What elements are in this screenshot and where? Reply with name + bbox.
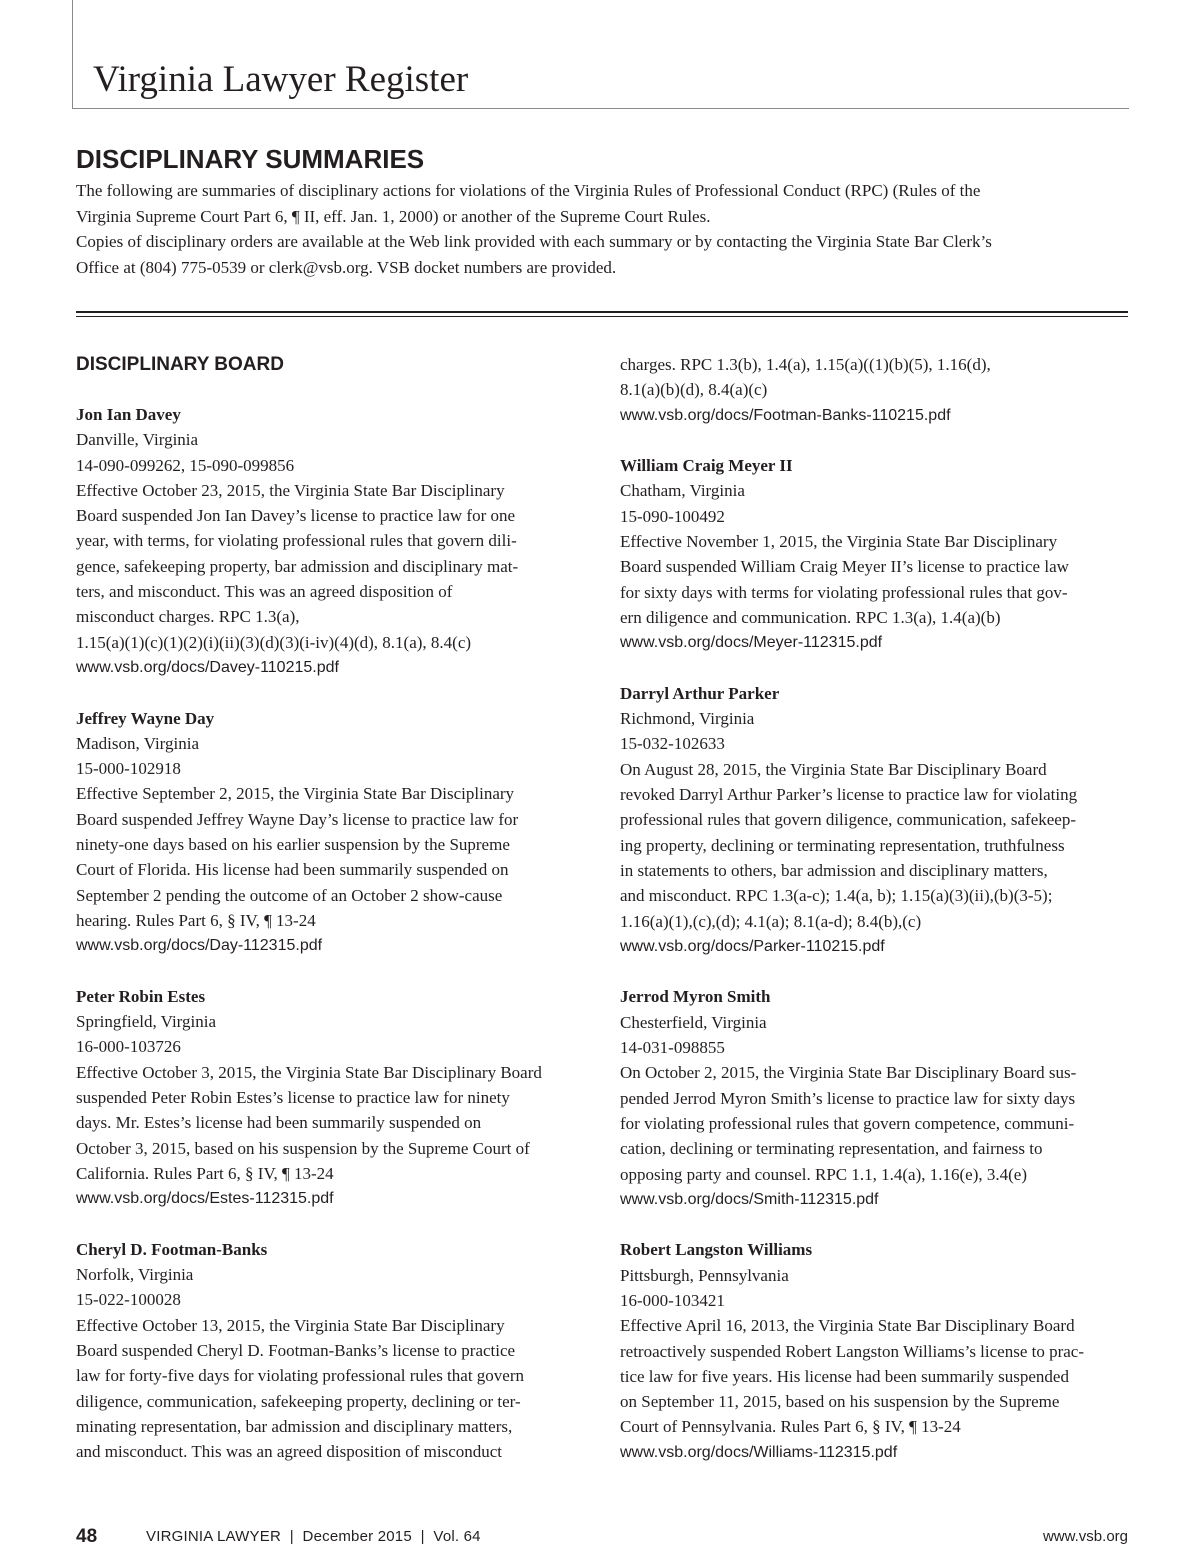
entry-text-line: misconduct charges. RPC 1.3(a),: [76, 607, 300, 627]
order-link[interactable]: www.vsb.org/docs/Meyer-112315.pdf: [620, 634, 883, 652]
entry-text-line: law for forty-five days for violating professional rules that govern: [76, 1366, 525, 1386]
entry-text-line: Court of Pennsylvania. Rules Part 6, § IV, ¶ 13-24: [620, 1417, 961, 1437]
entry-text-line: gence, safekeeping property, bar admission and disciplinary mat-: [76, 556, 519, 576]
order-link[interactable]: www.vsb.org/docs/Day-112315.pdf: [76, 937, 323, 955]
entry-text-line: 8.1(a)(b)(d), 8.4(a)(c): [620, 380, 768, 400]
docket-number: 15-090-100492: [620, 506, 725, 526]
attorney-name: William Craig Meyer II: [620, 456, 793, 476]
publication-info: VIRGINIA LAWYER | December 2015 | Vol. 64: [146, 1528, 481, 1545]
entry-text-line: on September 11, 2015, based on his suspension by the Supreme: [620, 1392, 1060, 1412]
attorney-location: Norfolk, Virginia: [76, 1265, 194, 1285]
intro-paragraph-1: [76, 178, 1128, 229]
left-entries: [76, 402, 576, 1464]
footer-url[interactable]: www.vsb.org: [1042, 1528, 1128, 1545]
entry-text-line: Effective April 16, 2013, the Virginia State Bar Disciplinary Board: [620, 1316, 1075, 1336]
entry-text-line: for violating professional rules that govern competence, communi-: [620, 1113, 1075, 1133]
board-title: DISCIPLINARY BOARD: [76, 354, 284, 375]
entry-text-line: Board suspended Cheryl D. Footman-Banks’s license to practice: [76, 1340, 516, 1360]
entry-text-line: ninety-one days based on his earlier suspension by the Supreme: [76, 835, 510, 855]
attorney-name: Cheryl D. Footman-Banks: [76, 1239, 268, 1259]
entry-text-line: Effective November 1, 2015, the Virginia State Bar Disciplinary: [620, 532, 1058, 552]
entry-text-line: On August 28, 2015, the Virginia State Bar Disciplinary Board: [620, 759, 1047, 779]
right-entries: [620, 453, 1130, 1465]
summary-entry: [620, 1237, 1130, 1465]
intro-line: Virginia Supreme Court Part 6, ¶ II, eff. Jan. 1, 2000) or another of the Supreme Court Rules.: [76, 206, 711, 226]
docket-number: 16-000-103421: [620, 1290, 725, 1310]
summary-entry: [76, 402, 576, 680]
attorney-location: Danville, Virginia: [76, 430, 199, 450]
attorney-location: Chatham, Virginia: [620, 481, 745, 501]
entry-text-line: cation, declining or terminating representation, and fairness to: [620, 1139, 1043, 1159]
attorney-location: Richmond, Virginia: [620, 709, 755, 729]
summary-entry: [620, 984, 1130, 1212]
entry-text-line: and misconduct. This was an agreed disposition of misconduct: [76, 1442, 503, 1462]
entry-text-line: On October 2, 2015, the Virginia State Bar Disciplinary Board sus-: [620, 1063, 1077, 1083]
entry-text-line: and misconduct. RPC 1.3(a-c); 1.4(a, b); 1.15(a)(3)(ii),(b)(3-5);: [620, 886, 1053, 906]
intro-line: Office at (804) 775-0539 or clerk@vsb.org. VSB docket numbers are provided.: [76, 257, 617, 277]
docket-number: 15-000-102918: [76, 759, 181, 779]
page-footer: [76, 1524, 1128, 1550]
attorney-name: Robert Langston Williams: [620, 1240, 813, 1260]
entry-text-line: ing property, declining or terminating representation, truthfulness: [620, 835, 1065, 855]
entry-text-line: 1.16(a)(1),(c),(d); 4.1(a); 8.1(a-d); 8.4(b),(c): [620, 911, 922, 931]
intro-line: Copies of disciplinary orders are available at the Web link provided with each summary or by contacting the Virginia State Bar Clerk’s: [76, 232, 992, 251]
order-link[interactable]: www.vsb.org/docs/Williams-112315.pdf: [620, 1443, 898, 1461]
docket-number: 14-031-098855: [620, 1038, 725, 1058]
entry-text-line: Board suspended Jon Ian Davey’s license to practice law for one: [76, 506, 516, 526]
entry-text-line: revoked Darryl Arthur Parker’s license to practice law for violating: [620, 785, 1078, 805]
entry-text-line: suspended Peter Robin Estes’s license to practice law for ninety: [76, 1088, 510, 1108]
entry-text-line: 1.15(a)(1)(c)(1)(2)(i)(ii)(3)(d)(3)(i-iv)(4)(d), 8.1(a), 8.4(c): [76, 632, 472, 652]
summary-entry: [76, 1237, 576, 1465]
entry-text-line: professional rules that govern diligence, communication, safekeep-: [620, 810, 1077, 830]
entry-text-line: year, with terms, for violating professional rules that govern dili-: [76, 531, 517, 551]
entry-text-line: pended Jerrod Myron Smith’s license to practice law for sixty days: [620, 1088, 1076, 1108]
order-link[interactable]: www.vsb.org/docs/Footman-Banks-110215.pdf: [620, 406, 951, 424]
entry-text-line: Court of Florida. His license had been summarily suspended on: [76, 860, 509, 880]
attorney-name: Darryl Arthur Parker: [620, 683, 780, 703]
attorney-name: Peter Robin Estes: [76, 986, 206, 1006]
entry-text-line: Effective September 2, 2015, the Virginia State Bar Disciplinary: [76, 784, 515, 804]
right-column: [620, 352, 1130, 1490]
attorney-name: Jon Ian Davey: [76, 405, 181, 424]
entry-text-line: in statements to others, bar admission and disciplinary matters,: [620, 860, 1048, 880]
entry-text-line: Effective October 23, 2015, the Virginia State Bar Disciplinary: [76, 480, 505, 500]
entry-text-line: minating representation, bar admission and disciplinary matters,: [76, 1416, 513, 1436]
docket-number: 16-000-103726: [76, 1037, 181, 1057]
order-link[interactable]: www.vsb.org/docs/Smith-112315.pdf: [620, 1190, 879, 1208]
entry-text-line: opposing party and counsel. RPC 1.1, 1.4(a), 1.16(e), 3.4(e): [620, 1164, 1027, 1184]
section-divider: [76, 311, 1128, 317]
entry-text-line: October 3, 2015, based on his suspension by the Supreme Court of: [76, 1138, 530, 1158]
docket-number: 15-032-102633: [620, 734, 725, 754]
entry-text-line: diligence, communication, safekeeping property, declining or ter-: [76, 1391, 521, 1411]
docket-number: 15-022-100028: [76, 1290, 181, 1310]
entry-text-line: Board suspended Jeffrey Wayne Day’s license to practice law for: [76, 809, 519, 829]
left-column: [76, 352, 576, 1490]
attorney-name: Jeffrey Wayne Day: [76, 708, 215, 728]
attorney-location: Chesterfield, Virginia: [620, 1012, 767, 1032]
docket-number: 14-090-099262, 15-090-099856: [76, 455, 295, 475]
attorney-name: Jerrod Myron Smith: [620, 987, 771, 1007]
summary-entry: [620, 681, 1130, 959]
footman-banks-continuation: [620, 352, 1130, 428]
entry-text-line: ters, and misconduct. This was an agreed disposition of: [76, 582, 453, 602]
intro-section: [76, 144, 1128, 280]
attorney-location: Madison, Virginia: [76, 733, 200, 753]
entry-text-line: for sixty days with terms for violating professional rules that gov-: [620, 582, 1068, 602]
header-title: Virginia Lawyer Register: [93, 59, 469, 100]
entry-text-line: tice law for five years. His license had been summarily suspended: [620, 1366, 1069, 1386]
entry-text-line: ern diligence and communication. RPC 1.3(a), 1.4(a)(b): [620, 607, 1001, 627]
intro-line: The following are summaries of disciplinary actions for violations of the Virginia Rules of Professional Conduct (RPC) (Rules of the: [76, 181, 981, 200]
entry-text-line: Board suspended William Craig Meyer II’s license to practice law: [620, 557, 1069, 577]
entry-text-line: September 2 pending the outcome of an October 2 show-cause: [76, 885, 503, 905]
order-link[interactable]: www.vsb.org/docs/Davey-110215.pdf: [76, 658, 339, 676]
page-header: [72, 0, 1129, 109]
attorney-location: Pittsburgh, Pennsylvania: [620, 1265, 789, 1285]
entry-text-line: California. Rules Part 6, § IV, ¶ 13-24: [76, 1163, 334, 1183]
attorney-location: Springfield, Virginia: [76, 1012, 217, 1032]
entry-text-line: Effective October 13, 2015, the Virginia State Bar Disciplinary: [76, 1315, 505, 1335]
summary-entry: [76, 984, 576, 1212]
entry-text-line: days. Mr. Estes’s license had been summarily suspended on: [76, 1113, 482, 1133]
order-link[interactable]: www.vsb.org/docs/Parker-110215.pdf: [620, 937, 885, 955]
order-link[interactable]: www.vsb.org/docs/Estes-112315.pdf: [76, 1190, 334, 1208]
summary-entry: [620, 453, 1130, 655]
entry-text-line: Effective October 3, 2015, the Virginia State Bar Disciplinary Board: [76, 1062, 542, 1082]
summary-entry: [76, 706, 576, 959]
entry-text-line: charges. RPC 1.3(b), 1.4(a), 1.15(a)((1)(b)(5), 1.16(d),: [620, 355, 991, 374]
entry-text-line: retroactively suspended Robert Langston Williams’s license to prac-: [620, 1341, 1085, 1361]
intro-paragraph-2: [76, 229, 1128, 280]
page-number: 48: [76, 1526, 98, 1547]
entry-text-line: hearing. Rules Part 6, § IV, ¶ 13-24: [76, 910, 316, 930]
section-title: DISCIPLINARY SUMMARIES: [76, 144, 425, 174]
